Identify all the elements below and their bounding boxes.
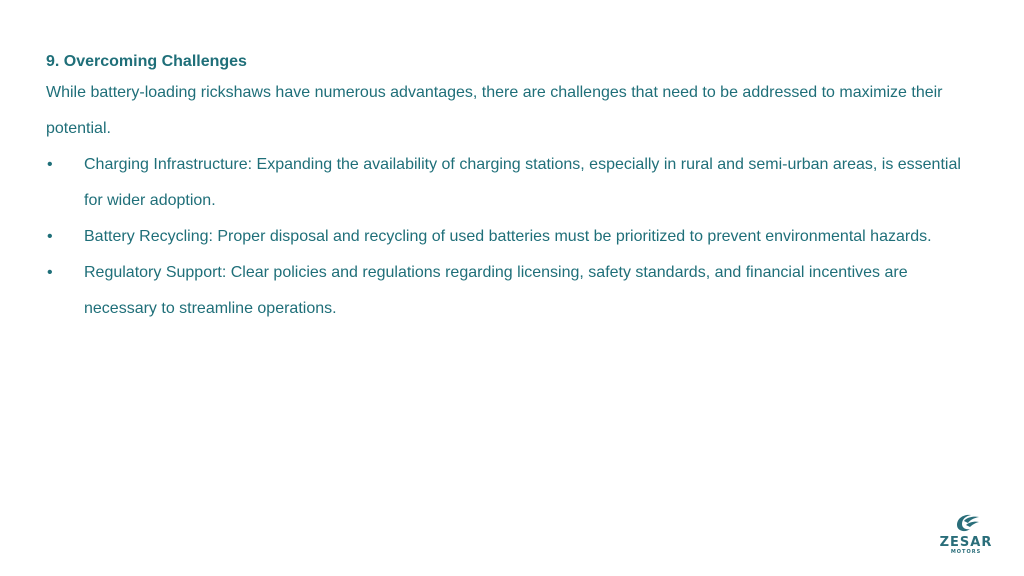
slide-content [46,49,976,327]
bullet-icon: • [47,228,53,245]
bullet-icon: • [47,156,53,173]
bullet-icon: • [47,264,53,281]
challenge-item-regulatory [46,255,976,327]
zesar-swoosh-icon [951,513,981,535]
logo-wordmark: ZESAR [939,535,993,550]
challenge-text: Regulatory Support: Clear policies and regulations regarding licensing, safety standards, and financial incentives are necessary to streamline operations. [84,264,908,317]
challenge-text: Battery Recycling: Proper disposal and recycling of used batteries must be prioritized to prevent environmental hazards. [84,228,932,245]
challenge-item-charging [46,147,976,219]
slide-heading: 9. Overcoming Challenges [46,53,247,70]
logo-tagline: MOTORS [950,549,982,555]
intro-paragraph: While battery-loading rickshaws have numerous advantages, there are challenges that need to be addressed to maximize their potential. [46,84,943,137]
zesar-logo [938,513,994,561]
challenge-text: Charging Infrastructure: Expanding the availability of charging stations, especially in rural and semi-urban areas, is essential for wider adoption. [84,156,961,209]
challenge-item-recycling [46,219,976,255]
challenge-list [46,147,976,327]
